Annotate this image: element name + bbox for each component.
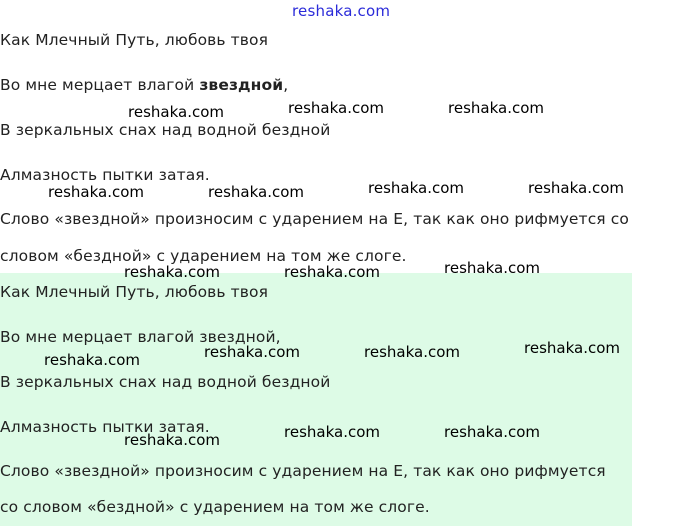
watermark: reshaka.com	[48, 183, 144, 201]
watermark: reshaka.com	[364, 343, 460, 361]
header-watermark: reshaka.com	[292, 2, 391, 20]
answer-explanation-line-1: Слово «звездной» произносим с ударением на Е, так как оно рифмуется	[0, 462, 606, 480]
poem-line-2-post: ,	[283, 76, 289, 94]
poem-line-1: Как Млечный Путь, любовь твоя	[0, 31, 269, 49]
watermark: reshaka.com	[524, 339, 620, 357]
answer-poem-line-1: Как Млечный Путь, любовь твоя	[0, 283, 269, 301]
answer-explanation-line-2: со словом «бездной» с ударением на том же слоге.	[0, 498, 430, 516]
watermark: reshaka.com	[448, 99, 544, 117]
watermark: reshaka.com	[444, 259, 540, 277]
watermark: reshaka.com	[208, 183, 304, 201]
watermark: reshaka.com	[288, 99, 384, 117]
poem-line-2	[0, 76, 288, 94]
watermark: reshaka.com	[204, 343, 300, 361]
poem-line-4: Алмазность пытки затая.	[0, 166, 210, 184]
watermark: reshaka.com	[124, 263, 220, 281]
watermark: reshaka.com	[124, 431, 220, 449]
answer-poem-line-4: Алмазность пытки затая.	[0, 418, 210, 436]
watermark: reshaka.com	[128, 103, 224, 121]
stressed-word: звездной	[199, 76, 284, 94]
answer-poem-line-2: Во мне мерцает влагой звездной,	[0, 328, 281, 346]
watermark: reshaka.com	[368, 179, 464, 197]
poem-line-2-pre: Во мне мерцает влагой	[0, 76, 200, 94]
answer-poem-line-3: В зеркальных снах над водной бездной	[0, 373, 331, 391]
explanation-line-1: Слово «звездной» произносим с ударением на Е, так как оно рифмуется со	[0, 210, 629, 228]
watermark: reshaka.com	[44, 351, 140, 369]
watermark: reshaka.com	[444, 423, 540, 441]
highlighted-answer-block	[0, 273, 632, 526]
watermark: reshaka.com	[284, 263, 380, 281]
poem-line-3: В зеркальных снах над водной бездной	[0, 121, 331, 139]
watermark: reshaka.com	[528, 179, 624, 197]
explanation-line-2: словом «бездной» с ударением на том же слоге.	[0, 247, 407, 265]
watermark: reshaka.com	[284, 423, 380, 441]
